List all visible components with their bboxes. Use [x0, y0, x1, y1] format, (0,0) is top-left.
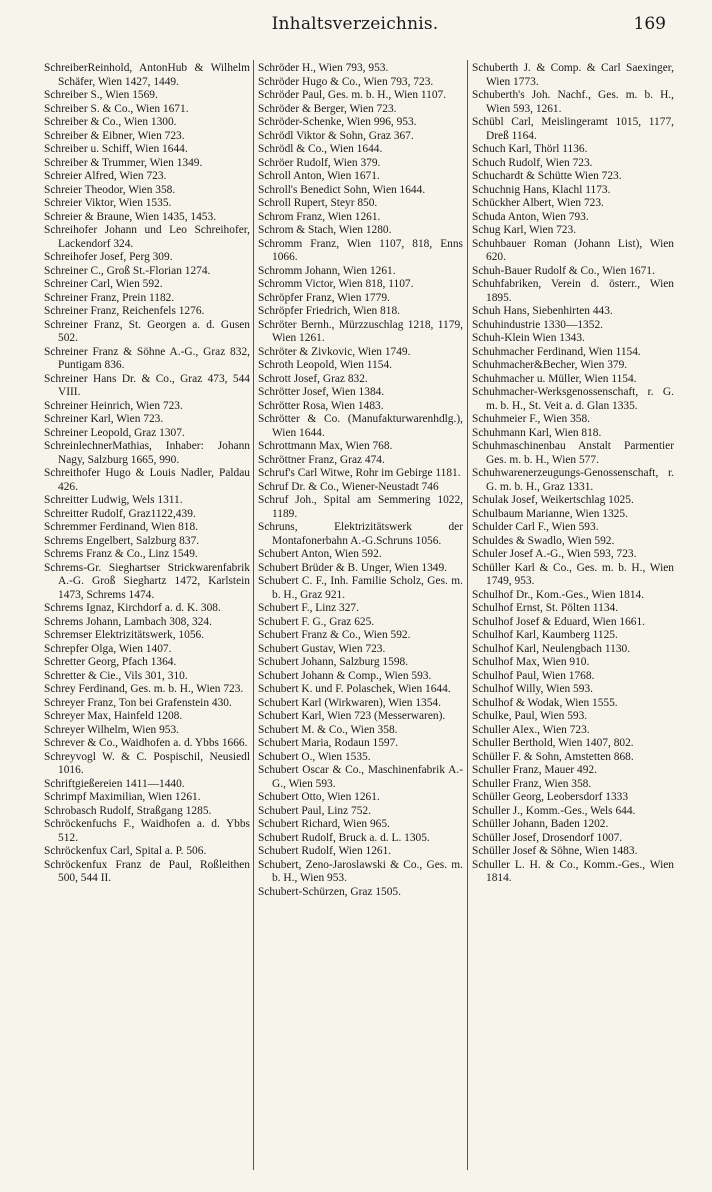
index-entry: Schubert Johann, Salzburg 1598.	[258, 656, 409, 668]
page-title: Inhaltsverzeichnis.	[271, 14, 439, 34]
index-entry: Schrötter Rosa, Wien 1483.	[258, 399, 384, 412]
index-entry: Schubert C. F., Inh. Familie Scholz, Ges. m. b. H., Graz 921.	[258, 575, 463, 601]
index-entry: Schroll's Benedict Sohn, Wien 1644.	[258, 183, 426, 196]
index-entry: Schrems Franz & Co., Linz 1549.	[44, 548, 198, 560]
index-entry: Schubert Oscar & Co., Maschinenfabrik A.-G., Wien 593.	[258, 764, 463, 790]
index-entry: Schreiber S., Wien 1569.	[44, 89, 158, 101]
index-entry: Schrötter Josef, Wien 1384.	[258, 386, 385, 398]
index-entry: Schübl Carl, Meislingeramt 1015, 1177, Dreß 1164.	[472, 116, 674, 142]
index-entry: Schuhindustrie 1330—1352.	[472, 318, 603, 331]
index-entry: Schüller Josef, Drosendorf 1007.	[472, 831, 623, 844]
index-entry: Schulhof Paul, Wien 1768.	[472, 669, 595, 682]
index-entry: Schuldes & Swadlo, Wien 592.	[472, 534, 615, 547]
index-entry: Schromm Johann, Wien 1261.	[258, 264, 396, 277]
index-entry: Schröter Bernh., Mürzzuschlag 1218, 1179, Wien 1261.	[258, 318, 463, 344]
index-entry: Schulhof Josef & Eduard, Wien 1661.	[472, 615, 646, 628]
index-entry: Schreier & Braune, Wien 1435, 1453.	[44, 210, 217, 223]
index-entry: Schubert Otto, Wien 1261.	[258, 791, 380, 803]
index-entry: Schüller Josef & Söhne, Wien 1483.	[472, 845, 638, 857]
index-entry: Schubert K. und F. Polaschek, Wien 1644.	[258, 683, 451, 695]
index-entry: Schroll Rupert, Steyr 850.	[258, 197, 378, 209]
index-entry: Schuller Berthold, Wien 1407, 802.	[472, 737, 634, 749]
index-entry: Schubert Richard, Wien 965.	[258, 818, 390, 830]
index-entry: Schroll Anton, Wien 1671.	[258, 170, 380, 182]
index-entry: Schremser Elektrizitätswerk, 1056.	[44, 629, 205, 641]
index-entry: Schuhmacher u. Müller, Wien 1154.	[472, 372, 637, 385]
index-entry: Schuch Karl, Thörl 1136.	[472, 143, 588, 155]
index-entry: Schroth Leopold, Wien 1154.	[258, 359, 392, 371]
index-entry: Schuller Franz, Mauer 492.	[472, 764, 597, 776]
index-entry: Schüller F. & Sohn, Amstetten 868.	[472, 750, 634, 763]
index-entry: Schüller Karl & Co., Ges. m. b. H., Wien 1749, 953.	[472, 561, 674, 587]
index-entry: Schreyer Max, Hainfeld 1208.	[44, 710, 183, 722]
index-entry: Schrott Josef, Graz 832.	[258, 372, 368, 385]
index-entry: Schreier Viktor, Wien 1535.	[44, 197, 172, 209]
index-entry: Schrobasch Rudolf, Straßgang 1285.	[44, 804, 212, 817]
index-entry: Schuhmacher Ferdinand, Wien 1154.	[472, 345, 641, 358]
index-entry: Schug Karl, Wien 723.	[472, 224, 577, 236]
index-entry: Schubert Karl, Wien 723 (Messerwaren).	[258, 710, 446, 722]
index-entry: Schuller Alex., Wien 723.	[472, 723, 590, 736]
index-entry: Schreier Alfred, Wien 723.	[44, 170, 167, 182]
index-entry: Schrems Johann, Lambach 308, 324.	[44, 615, 212, 628]
index-entry: Schubert Gustav, Wien 723.	[258, 642, 386, 655]
index-entry: Schröder Hugo & Co., Wien 793, 723.	[258, 75, 434, 88]
index-entry: Schrems Engelbert, Salzburg 837.	[44, 534, 200, 547]
index-entry: Schreiner Hans Dr. & Co., Graz 473, 544 VIII.	[44, 372, 250, 398]
index-entry: Schuler Josef A.-G., Wien 593, 723.	[472, 548, 637, 560]
index-entry: Schubert F. G., Graz 625.	[258, 615, 375, 628]
index-entry: Schromm Franz, Wien 1107, 818, Enns 1066.	[258, 237, 463, 263]
index-entry: Schuhwarenerzeugungs-Genossenschaft, r. G. m. b. H., Graz 1331.	[472, 467, 674, 493]
index-entry: Schröder & Berger, Wien 723.	[258, 102, 397, 115]
index-entry: Schubert Karl (Wirkwaren), Wien 1354.	[258, 696, 441, 709]
index-entry: Schromm Victor, Wien 818, 1107.	[258, 278, 414, 290]
index-entry: Schubert-Schürzen, Graz 1505.	[258, 885, 401, 898]
index-entry: Schreiner Franz, Reichenfels 1276.	[44, 305, 205, 317]
index-entry: Schreiner Franz, St. Georgen a. d. Gusen 502.	[44, 318, 250, 344]
index-column-3	[472, 62, 674, 1170]
index-entry: Schuhmaschinenbau Anstalt Parmentier Ges. m. b. H., Wien 577.	[472, 440, 674, 466]
index-entry: Schreiner Heinrich, Wien 723.	[44, 399, 183, 412]
index-entry: Schrottmann Max, Wien 768.	[258, 440, 393, 452]
index-entry: Schubert F., Linz 327.	[258, 602, 359, 614]
index-entry: Schuchnig Hans, Klachl 1173.	[472, 183, 611, 196]
index-entry: Schruf Joh., Spital am Semmering 1022, 1189.	[258, 494, 463, 520]
index-entry: Schröpfer Franz, Wien 1779.	[258, 291, 390, 304]
index-entry: Schulke, Paul, Wien 593.	[472, 710, 588, 722]
index-entry: Schreiner C., Groß St.-Florian 1274.	[44, 264, 211, 277]
index-entry: Schreihofer Johann und Leo Schreihofer, Lackendorf 324.	[44, 224, 250, 250]
index-entry: Schreiner Karl, Wien 723.	[44, 413, 164, 425]
column-divider	[467, 60, 468, 1170]
index-entry: Schrems-Gr. Sieghartser Strickwarenfabrik A.-G. Groß Sieghartz 1472, Karlstein 1473, Schrems 1474.	[44, 561, 250, 601]
index-entry: Schrepfer Olga, Wien 1407.	[44, 642, 172, 655]
page-number: 169	[633, 14, 666, 34]
index-entry: Schuhmeier F., Wien 358.	[472, 413, 591, 425]
index-entry: Schulak Josef, Weikertschlag 1025.	[472, 494, 634, 506]
index-entry: SchreiberReinhold, AntonHub & Wilhelm Schäfer, Wien 1427, 1449.	[44, 62, 250, 88]
index-entry: Schubert M. & Co., Wien 358.	[258, 723, 398, 736]
index-entry: Schuberth J. & Comp. & Carl Saexinger, Wien 1773.	[472, 62, 674, 88]
index-entry: Schreiner Leopold, Graz 1307.	[44, 426, 185, 439]
index-entry: Schulbaum Marianne, Wien 1325.	[472, 507, 628, 520]
column-divider	[253, 60, 254, 1170]
index-entry: Schriftgießereien 1411—1440.	[44, 777, 185, 790]
index-entry: Schubert Johann & Comp., Wien 593.	[258, 669, 432, 682]
index-entry: Schubert Brüder & B. Unger, Wien 1349.	[258, 561, 448, 574]
index-entry: Schuller L. H. & Co., Komm.-Ges., Wien 1814.	[472, 858, 674, 884]
index-entry: Schröckenfuchs F., Waidhofen a. d. Ybbs 512.	[44, 818, 250, 844]
index-entry: Schuhmacher&Becher, Wien 379.	[472, 359, 628, 371]
index-entry: Schulhof Ernst, St. Pölten 1134.	[472, 602, 619, 614]
index-entry: Schulhof Karl, Kaumberg 1125.	[472, 629, 618, 641]
index-entry: Schreyer Franz, Ton bei Grafenstein 430.	[44, 696, 232, 709]
index-entry: Schüller Johann, Baden 1202.	[472, 818, 609, 830]
index-entry: Schröder-Schenke, Wien 996, 953.	[258, 116, 417, 128]
index-entry: Schubert Franz & Co., Wien 592.	[258, 629, 411, 641]
index-entry: Schulhof Willy, Wien 593.	[472, 683, 593, 695]
index-entry: Schreiner Carl, Wien 592.	[44, 278, 163, 290]
index-entry: Schretter & Cie., Vils 301, 310.	[44, 669, 188, 682]
index-column-2	[258, 62, 463, 1170]
index-entry: Schulder Carl F., Wien 593.	[472, 521, 599, 533]
index-entry: Schuhmacher-Werksgenossenschaft, r. G. m. b. H., St. Veit a. d. Glan 1335.	[472, 386, 674, 412]
index-entry: Schuh-Klein Wien 1343.	[472, 332, 585, 344]
index-entry: Schrey Ferdinand, Ges. m. b. H., Wien 723.	[44, 683, 244, 695]
index-entry: Schrems Ignaz, Kirchdorf a. d. K. 308.	[44, 602, 221, 614]
index-entry: Schreiner Franz & Söhne A.-G., Graz 832, Puntigam 836.	[44, 345, 250, 371]
index-entry: Schulhof & Wodak, Wien 1555.	[472, 696, 618, 709]
index-entry: Schreitter Rudolf, Graz1122,439.	[44, 507, 196, 520]
index-entry: Schreiber & Co., Wien 1300.	[44, 116, 177, 128]
index-entry: Schreyvogl W. & C. Pospischil, Neusiedl 1016.	[44, 750, 250, 776]
index-entry: Schröckenfux Carl, Spital a. P. 506.	[44, 845, 207, 857]
index-entry: Schreiber & Eibner, Wien 723.	[44, 129, 185, 142]
index-entry: SchreinlechnerMathias, Inhaber: Johann Nagy, Salzburg 1665, 990.	[44, 440, 250, 466]
index-entry: Schrever & Co., Waidhofen a. d. Ybbs 1666.	[44, 737, 248, 749]
index-entry: Schröer Rudolf, Wien 379.	[258, 156, 381, 169]
index-entry: Schruf's Carl Witwe, Rohr im Gebirge 1181.	[258, 467, 461, 479]
index-entry: Schuberth's Joh. Nachf., Ges. m. b. H., Wien 593, 1261.	[472, 89, 674, 115]
index-entry: Schulhof Karl, Neulengbach 1130.	[472, 642, 631, 655]
index-entry: Schretter Georg, Pfach 1364.	[44, 656, 177, 668]
index-entry: Schrimpf Maximilian, Wien 1261.	[44, 791, 201, 803]
index-entry: Schuhfabriken, Verein d. österr., Wien 1895.	[472, 278, 674, 304]
index-entry: Schröter & Zivkovic, Wien 1749.	[258, 345, 411, 358]
index-entry: Schrödl Viktor & Sohn, Graz 367.	[258, 129, 414, 142]
index-entry: Schrom Franz, Wien 1261.	[258, 210, 381, 223]
index-entry: Schruf Dr. & Co., Wiener-Neustadt 746	[258, 480, 439, 493]
index-entry: Schubert Anton, Wien 592.	[258, 548, 382, 560]
index-entry: Schröckenfux Franz de Paul, Roßleithen 500, 544 II.	[44, 858, 250, 884]
index-entry: Schuh Hans, Siebenhirten 443.	[472, 305, 613, 317]
index-entry: Schrom & Stach, Wien 1280.	[258, 224, 392, 236]
index-entry: Schüller Georg, Leobersdorf 1333	[472, 791, 629, 803]
index-entry: Schreiber u. Schiff, Wien 1644.	[44, 143, 188, 155]
index-entry: Schuhmann Karl, Wien 818.	[472, 426, 602, 439]
index-entry: Schreiber & Trummer, Wien 1349.	[44, 156, 203, 169]
index-entry: Schreiner Franz, Prein 1182.	[44, 291, 175, 304]
index-entry: Schulhof Dr., Kom.-Ges., Wien 1814.	[472, 588, 645, 601]
index-entry: Schubert Maria, Rodaun 1597.	[258, 737, 399, 749]
index-entry: Schubert, Zeno-Jaroslawski & Co., Ges. m. b. H., Wien 953.	[258, 858, 463, 884]
index-entry: Schröpfer Friedrich, Wien 818.	[258, 305, 400, 317]
index-entry: Schreier Theodor, Wien 358.	[44, 183, 176, 196]
index-entry: Schubert Paul, Linz 752.	[258, 804, 371, 817]
index-entry: Schremmer Ferdinand, Wien 818.	[44, 521, 199, 533]
index-entry: Schuh-Bauer Rudolf & Co., Wien 1671.	[472, 264, 655, 277]
index-entry: Schröder Paul, Ges. m. b. H., Wien 1107.	[258, 89, 447, 101]
index-entry: Schubert Rudolf, Bruck a. d. L. 1305.	[258, 831, 430, 844]
index-entry: Schubert O., Wien 1535.	[258, 750, 371, 763]
index-entry: Schrötter & Co. (Manufakturwarenhdlg.), Wien 1644.	[258, 413, 463, 439]
index-entry: Schuchardt & Schütte Wien 723.	[472, 170, 622, 182]
index-entry: Schrödl & Co., Wien 1644.	[258, 143, 383, 155]
index-entry: Schückher Albert, Wien 723.	[472, 197, 604, 209]
index-entry: Schruns, Elektrizitätswerk der Montafonerbahn A.-G.Schruns 1056.	[258, 521, 463, 547]
index-entry: Schuda Anton, Wien 793.	[472, 210, 589, 223]
index-entry: Schröder H., Wien 793, 953.	[258, 62, 389, 74]
index-entry: Schreihofer Josef, Perg 309.	[44, 251, 173, 263]
index-entry: Schuller Franz, Wien 358.	[472, 777, 592, 790]
index-entry: Schulhof Max, Wien 910.	[472, 656, 590, 668]
index-entry: Schreiber S. & Co., Wien 1671.	[44, 102, 189, 115]
index-entry: Schuhbauer Roman (Johann List), Wien 620.	[472, 237, 674, 263]
index-entry: Schreitter Ludwig, Wels 1311.	[44, 494, 183, 506]
index-entry: Schuller J., Komm.-Ges., Wels 644.	[472, 804, 636, 817]
index-entry: Schröttner Franz, Graz 474.	[258, 453, 385, 466]
index-entry: Schuch Rudolf, Wien 723.	[472, 156, 593, 169]
index-entry: Schreyer Wilhelm, Wien 953.	[44, 723, 180, 736]
index-entry: Schubert Rudolf, Wien 1261.	[258, 845, 392, 857]
page-header	[44, 14, 666, 42]
index-column-1	[44, 62, 250, 1170]
index-entry: Schreithofer Hugo & Louis Nadler, Paldau 426.	[44, 467, 250, 493]
